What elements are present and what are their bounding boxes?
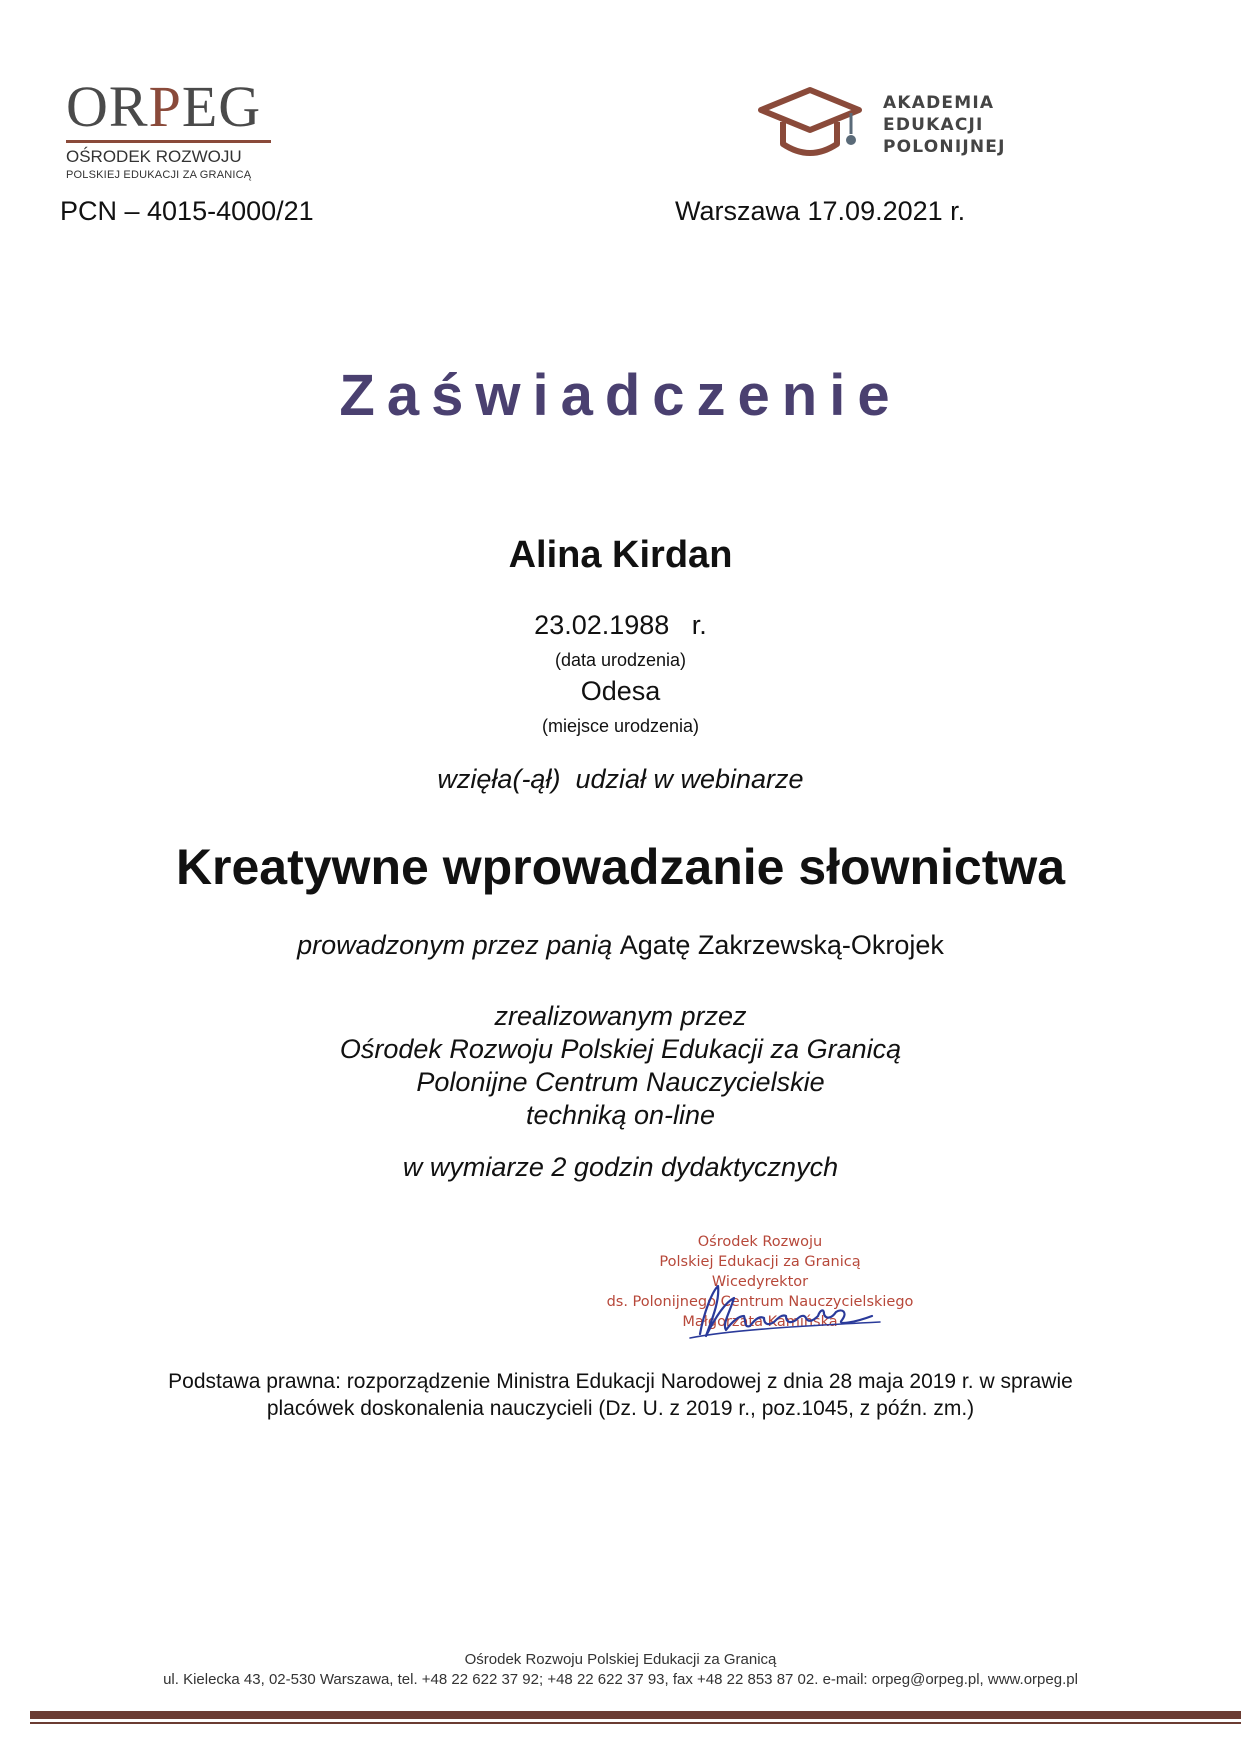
orpeg-logo-rule [66,140,271,143]
legal-basis [0,1368,1241,1422]
birth-place-caption: (miejsce urodzenia) [541,716,700,736]
orpeg-logo-line1: OŚRODEK ROZWOJU [66,147,242,166]
reference-number: PCN – 4015-4000/21 [60,196,314,226]
orpeg-logo-line2: POLSKIEJ EDUKACJI ZA GRANICĄ [66,169,252,181]
led-by-prefix: prowadzonym przez panią [297,930,613,960]
organizer-line: Ośrodek Rozwoju Polskiej Edukacji za Granicą [339,1034,902,1064]
akademia-logo [755,86,1035,166]
hours-statement: w wymiarze 2 godzin dydaktycznych [402,1152,839,1182]
footer-contact: ul. Kielecka 43, 02-530 Warszawa, tel. +48 22 622 37 92; +48 22 622 37 93, fax +48 22 853 87 02. e-mail: orpeg@orpeg.pl, www.orpeg.pl [163,1671,1078,1688]
certificate-title: Zaświadczenie [339,363,902,428]
organizer-block [0,1000,1241,1132]
organizer-line: Polonijne Centrum Nauczycielskie [416,1067,825,1097]
graduation-cap-icon [755,86,865,166]
organizer-line: techniką on-line [525,1100,716,1130]
participation-statement: wzięła(-ął) udział w webinarze [437,764,804,794]
led-by-line [0,930,1241,961]
orpeg-logo [66,74,286,181]
webinar-title: Kreatywne wprowadzanie słownictwa [175,839,1066,895]
footer-divider-thin [30,1722,1241,1724]
birth-place: Odesa [580,676,661,706]
legal-basis-line: placówek doskonalenia nauczycieli (Dz. U. z 2019 r., poz.1045, z późn. zm.) [266,1397,975,1420]
footer-divider [30,1711,1241,1719]
person-name: Alina Kirdan [508,534,733,576]
akademia-logo-text: AKADEMIA EDUKACJI POLONIJNEJ [883,93,1006,157]
birth-date-caption: (data urodzenia) [554,650,687,670]
stamp-text: Ośrodek Rozwoju Polskiej Edukacji za Granicą Wicedyrektor ds. Polonijnego Centrum Nauczycielskiego Małgorzata Kamińska [606,1234,914,1330]
footer-org-name: Ośrodek Rozwoju Polskiej Edukacji za Granicą [464,1651,777,1668]
orpeg-wordmark: ORPEG [66,74,262,139]
handwritten-signature [660,1272,900,1342]
organizer-line: zrealizowanym przez [494,1001,747,1031]
legal-basis-line: Podstawa prawna: rozporządzenie Ministra Edukacji Narodowej z dnia 28 maja 2019 r. w sprawie [168,1370,1073,1393]
place-and-date: Warszawa 17.09.2021 r. [675,196,966,226]
led-by-name: Agatę Zakrzewską-Okrojek [619,930,944,960]
official-stamp [590,1232,930,1342]
birth-date: 23.02.1988 r. [534,610,707,640]
